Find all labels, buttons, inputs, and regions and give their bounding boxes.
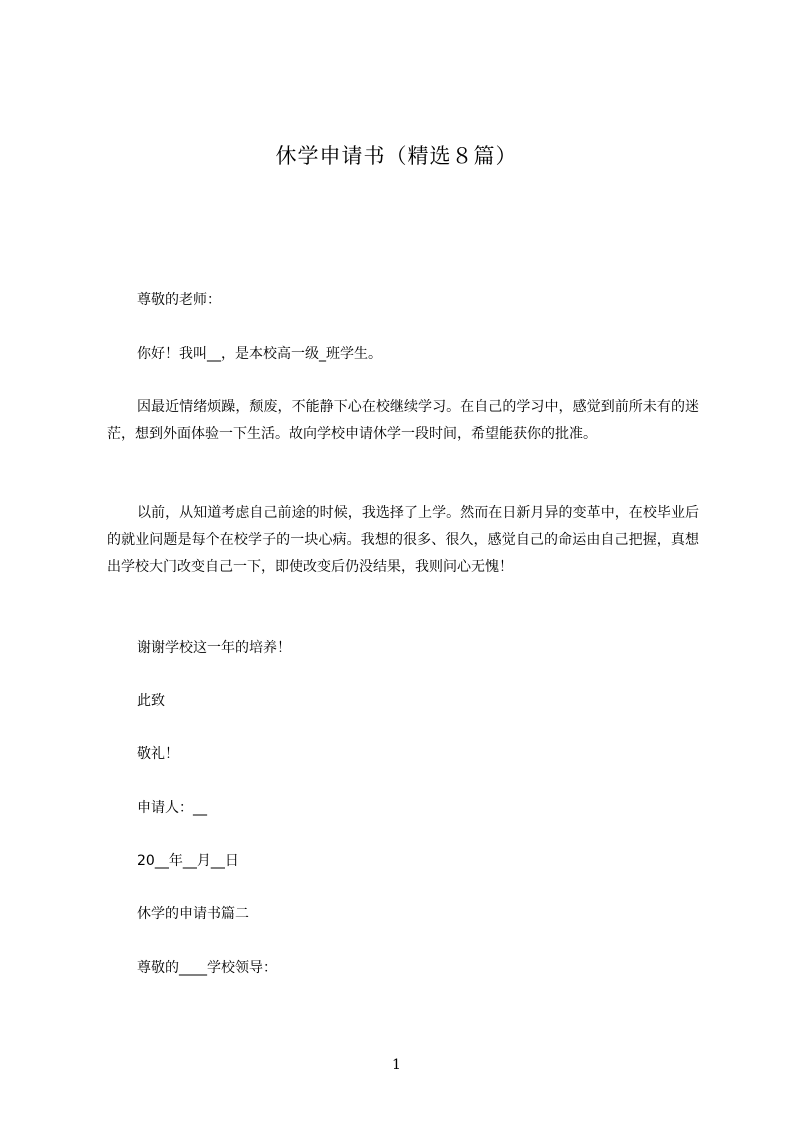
salutation: 尊敬的老师： [137, 292, 221, 308]
applicant-line: 申请人：__ [137, 800, 207, 816]
greeting: 你好！我叫__，是本校高一级_班学生。 [137, 346, 382, 362]
paragraph-reason: 因最近情绪烦躁，颓废，不能静下心在校继续学习。在自己的学习中，感觉到前所未有的迷茫，想到外面体验一下生活。故向学校申请休学一段时间，希望能获你的批准。 [107, 399, 699, 442]
closing-line-2: 敬礼！ [137, 746, 179, 762]
section-heading: 休学的申请书篇二 [137, 906, 249, 922]
page-number: 1 [392, 1057, 401, 1073]
date-line: 20__年__月__日 [137, 853, 239, 869]
thanks-line: 谢谢学校这一年的培养！ [137, 640, 291, 656]
document-title: 休学申请书（精选８篇） [275, 144, 518, 168]
closing-line-1: 此致 [137, 693, 165, 709]
section-salutation: 尊敬的____学校领导： [137, 960, 277, 976]
paragraph-background: 以前，从知道考虑自己前途的时候，我选择了上学。然而在日新月异的变革中，在校毕业后的就业问题是每个在校学子的一块心病。我想的很多、很久，感觉自己的命运由自己把握，真想出学校大门改变自己一下，即使改变后仍没结果，我则问心无愧！ [107, 505, 699, 575]
